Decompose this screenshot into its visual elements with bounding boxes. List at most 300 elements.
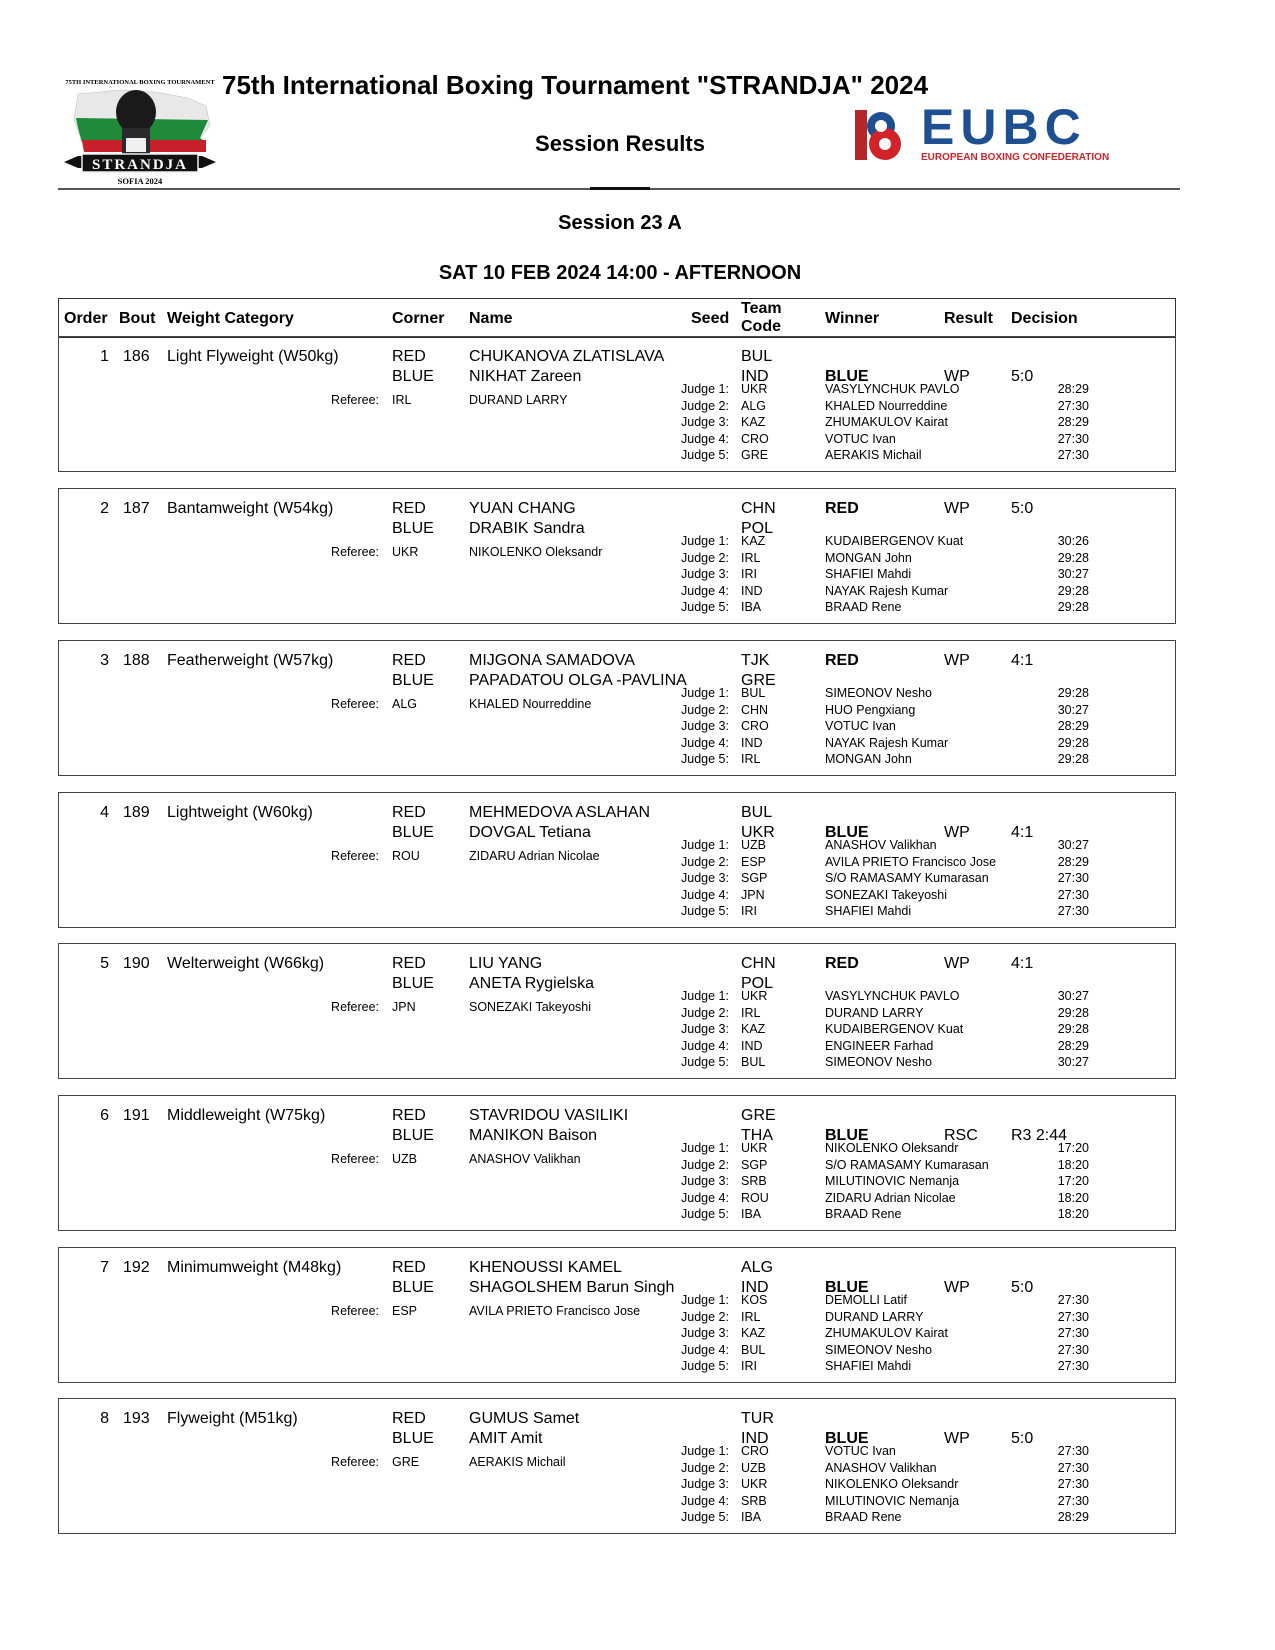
judge-country: IBA	[741, 600, 762, 614]
referee-country: GRE	[392, 1455, 420, 1469]
col-corner: Corner	[392, 310, 445, 327]
referee-name: ZIDARU Adrian Nicolae	[469, 849, 600, 863]
referee-country: ROU	[392, 849, 420, 863]
judge-score: 27:30	[1057, 904, 1089, 918]
col-weight-category: Weight Category	[167, 310, 294, 327]
judge-score: 27:30	[1057, 1477, 1089, 1491]
judge-country: UKR	[741, 989, 768, 1003]
winner: BLUE	[825, 1127, 869, 1144]
judge-name: AERAKIS Michail	[825, 448, 922, 462]
judge-name: S/O RAMASAMY Kumarasan	[825, 1157, 989, 1172]
blue-team-code: IND	[741, 1430, 769, 1447]
judge-score: 18:20	[1057, 1207, 1089, 1221]
judge-country: SGP	[741, 871, 768, 885]
judge-name: BRAAD Rene	[825, 1207, 902, 1221]
judge-score: 27:30	[1057, 1326, 1089, 1340]
blue-corner-label: BLUE	[392, 1430, 434, 1447]
judge-country: CRO	[741, 719, 769, 733]
red-team-code: CHN	[741, 955, 776, 972]
judge-label: Judge 1:	[681, 382, 729, 396]
decision: 4:1	[1011, 652, 1034, 669]
col-seed: Seed	[691, 310, 730, 327]
session-datetime: SAT 10 FEB 2024 14:00 - AFTERNOON	[438, 262, 802, 284]
judge-label: Judge 3:	[681, 719, 729, 733]
eubc-logo	[855, 108, 1185, 170]
judge-country: BUL	[741, 686, 766, 700]
judge-score: 29:28	[1057, 1022, 1089, 1036]
weight-category: Welterweight (W66kg)	[167, 955, 325, 972]
bout-order: 1	[100, 348, 109, 365]
red-team-code: BUL	[741, 348, 773, 365]
judge-score: 28:29	[1057, 719, 1089, 733]
decision: 5:0	[1011, 368, 1034, 385]
judge-label: Judge 1:	[681, 838, 729, 852]
judge-label: Judge 5:	[681, 1055, 729, 1069]
blue-corner-label: BLUE	[392, 520, 434, 537]
judge-country: IRL	[741, 550, 761, 565]
referee-label: Referee:	[331, 1455, 379, 1469]
judge-name: MILUTINOVIC Nemanja	[825, 1174, 960, 1188]
red-corner-label: RED	[392, 955, 426, 972]
blue-team-code: UKR	[741, 824, 775, 841]
weight-category: Minimumweight (M48kg)	[167, 1259, 342, 1276]
judge-name: AVILA PRIETO Francisco Jose	[825, 854, 997, 869]
bout-card	[58, 792, 1176, 928]
bout-card	[58, 943, 1176, 1079]
judge-name: ZIDARU Adrian Nicolae	[825, 1190, 956, 1205]
red-team-code: TUR	[741, 1410, 774, 1427]
red-boxer-name: STAVRIDOU VASILIKI	[469, 1107, 629, 1124]
judge-name: DEMOLLI Latif	[825, 1293, 907, 1307]
judge-name: KHALED Nourreddine	[825, 398, 948, 413]
judge-name: HUO Pengxiang	[825, 702, 916, 717]
judge-score: 29:28	[1057, 550, 1089, 565]
red-team-code: BUL	[741, 804, 773, 821]
judge-label: Judge 4:	[681, 1493, 729, 1508]
red-team-code: GRE	[741, 1107, 776, 1124]
judge-country: SRB	[741, 1174, 767, 1188]
bout-number: 188	[123, 652, 150, 669]
judge-name: KUDAIBERGENOV Kuat	[825, 1022, 964, 1036]
result: WP	[944, 955, 970, 972]
red-boxer-name: MIJGONA SAMADOVA	[469, 652, 635, 669]
judge-label: Judge 5:	[681, 600, 729, 614]
judge-name: DURAND LARRY	[825, 1309, 924, 1324]
logo-banner-text: STRANDJA	[91, 157, 189, 173]
blue-team-code: GRE	[741, 672, 776, 689]
decision: R3 2:44	[1011, 1127, 1068, 1144]
judge-name: VASYLYNCHUK PAVLO	[825, 989, 960, 1003]
judge-country: UKR	[741, 382, 768, 396]
judge-label: Judge 5:	[681, 1207, 729, 1221]
winner: BLUE	[825, 368, 869, 385]
judge-country: ESP	[741, 854, 767, 869]
blue-team-code: POL	[741, 520, 774, 537]
judge-country: KAZ	[741, 1326, 766, 1340]
result: RSC	[944, 1127, 978, 1144]
judge-label: Judge 1:	[681, 1444, 729, 1458]
judge-name: SHAFIEI Mahdi	[825, 567, 912, 581]
judge-name: ZHUMAKULOV Kairat	[825, 415, 948, 429]
weight-category: Featherweight (W57kg)	[167, 652, 334, 669]
judge-score: 17:20	[1057, 1174, 1089, 1188]
judge-country: UZB	[741, 838, 766, 852]
judge-name: KUDAIBERGENOV Kuat	[825, 534, 964, 548]
blue-boxer-name: NIKHAT Zareen	[469, 368, 582, 385]
col-team-code	[741, 300, 782, 336]
judge-country: GRE	[741, 448, 769, 462]
judge-country: IRI	[741, 1359, 757, 1373]
judge-label: Judge 5:	[681, 752, 729, 766]
result: WP	[944, 1430, 970, 1447]
blue-corner-label: BLUE	[392, 1127, 434, 1144]
judge-score: 27:30	[1057, 1460, 1089, 1475]
bout-order: 6	[100, 1107, 109, 1124]
blue-team-code: IND	[741, 1279, 769, 1296]
judge-name: MONGAN John	[825, 550, 912, 565]
judge-label: Judge 3:	[681, 1022, 729, 1036]
judge-score: 27:30	[1057, 1309, 1089, 1324]
bout-card	[58, 640, 1176, 776]
judge-name: NAYAK Rajesh Kumar	[825, 735, 949, 750]
judge-score: 29:28	[1057, 600, 1089, 614]
red-team-code: ALG	[741, 1259, 774, 1276]
judge-label: Judge 2:	[681, 1309, 729, 1324]
blue-corner-label: BLUE	[392, 672, 434, 689]
judge-label: Judge 1:	[681, 686, 729, 700]
result: WP	[944, 1279, 970, 1296]
blue-boxer-name: PAPADATOU OLGA -PAVLINA	[469, 672, 687, 689]
judge-label: Judge 2:	[681, 398, 729, 413]
judge-label: Judge 1:	[681, 989, 729, 1003]
logo-top-text: 75TH INTERNATIONAL BOXING TOURNAMENT	[65, 79, 215, 86]
winner: BLUE	[825, 1279, 869, 1296]
judge-label: Judge 4:	[681, 735, 729, 750]
bout-order: 8	[100, 1410, 109, 1427]
judge-score: 29:28	[1057, 752, 1089, 766]
judge-country: IRI	[741, 904, 757, 918]
red-corner-label: RED	[392, 348, 426, 365]
judge-name: ANASHOV Valikhan	[825, 838, 937, 852]
page-subtitle: Session Results	[535, 131, 705, 156]
judge-country: KAZ	[741, 534, 766, 548]
red-corner-label: RED	[392, 1259, 426, 1276]
red-boxer-name: LIU YANG	[469, 955, 543, 972]
judge-country: ROU	[741, 1190, 769, 1205]
judge-label: Judge 1:	[681, 1293, 729, 1307]
referee-country: ALG	[392, 697, 418, 711]
judge-score: 29:28	[1057, 583, 1089, 598]
bout-card	[58, 488, 1176, 624]
judge-label: Judge 3:	[681, 415, 729, 429]
judge-score: 29:28	[1057, 735, 1089, 750]
judge-name: SIMEONOV Nesho	[825, 686, 932, 700]
winner: RED	[825, 500, 859, 517]
judge-score: 30:27	[1057, 989, 1089, 1003]
referee-label: Referee:	[331, 849, 379, 863]
eubc-wordmark: EUBC	[921, 108, 1087, 155]
judge-label: Judge 4:	[681, 583, 729, 598]
judge-label: Judge 2:	[681, 702, 729, 717]
judge-label: Judge 1:	[681, 1141, 729, 1155]
judge-label: Judge 1:	[681, 534, 729, 548]
judge-score: 27:30	[1057, 871, 1089, 885]
judge-score: 27:30	[1057, 887, 1089, 902]
judge-country: IND	[741, 735, 763, 750]
judge-name: VOTUC Ivan	[825, 719, 896, 733]
decision: 5:0	[1011, 1430, 1034, 1447]
referee-country: IRL	[392, 393, 412, 407]
judge-name: VOTUC Ivan	[825, 431, 896, 446]
judge-label: Judge 4:	[681, 431, 729, 446]
decision: 5:0	[1011, 1279, 1034, 1296]
bout-card	[58, 1095, 1176, 1231]
decision: 4:1	[1011, 955, 1034, 972]
judge-name: NIKOLENKO Oleksandr	[825, 1141, 959, 1155]
col-team-code-line1: Team	[741, 300, 782, 317]
judge-label: Judge 4:	[681, 1342, 729, 1357]
judge-country: KOS	[741, 1293, 768, 1307]
judge-score: 17:20	[1057, 1141, 1089, 1155]
judge-name: SIMEONOV Nesho	[825, 1342, 932, 1357]
judge-label: Judge 3:	[681, 1326, 729, 1340]
blue-corner-label: BLUE	[392, 368, 434, 385]
referee-label: Referee:	[331, 1152, 379, 1166]
blue-team-code: IND	[741, 368, 769, 385]
judge-name: DURAND LARRY	[825, 1005, 924, 1020]
judge-name: VASYLYNCHUK PAVLO	[825, 382, 960, 396]
judge-label: Judge 4:	[681, 887, 729, 902]
blue-boxer-name: MANIKON Baison	[469, 1127, 598, 1144]
red-corner-label: RED	[392, 1107, 426, 1124]
bout-number: 190	[123, 955, 150, 972]
judge-score: 27:30	[1057, 448, 1089, 462]
judge-country: IRL	[741, 752, 761, 766]
judge-label: Judge 2:	[681, 1460, 729, 1475]
judge-name: ANASHOV Valikhan	[825, 1460, 937, 1475]
judge-country: IBA	[741, 1207, 762, 1221]
judge-country: BUL	[741, 1055, 766, 1069]
judge-score: 27:30	[1057, 1359, 1089, 1373]
bout-order: 5	[100, 955, 109, 972]
col-decision: Decision	[1011, 310, 1078, 327]
blue-corner-label: BLUE	[392, 975, 434, 992]
session-label: Session 23 A	[558, 212, 682, 234]
referee-label: Referee:	[331, 545, 379, 559]
judge-name: SHAFIEI Mahdi	[825, 1359, 912, 1373]
judge-label: Judge 4:	[681, 1190, 729, 1205]
judge-score: 30:27	[1057, 838, 1089, 852]
header-divider-accent	[590, 187, 650, 190]
judge-label: Judge 3:	[681, 1477, 729, 1491]
blue-corner-label: BLUE	[392, 1279, 434, 1296]
result: WP	[944, 652, 970, 669]
judge-country: SGP	[741, 1157, 768, 1172]
judge-name: BRAAD Rene	[825, 600, 902, 614]
result: WP	[944, 824, 970, 841]
judge-country: BUL	[741, 1342, 766, 1357]
red-boxer-name: CHUKANOVA ZLATISLAVA	[469, 348, 665, 365]
col-result: Result	[944, 310, 993, 327]
judge-country: UZB	[741, 1460, 766, 1475]
judge-score: 27:30	[1057, 1493, 1089, 1508]
red-corner-label: RED	[392, 652, 426, 669]
weight-category: Flyweight (M51kg)	[167, 1410, 298, 1427]
judge-country: KAZ	[741, 1022, 766, 1036]
weight-category: Lightweight (W60kg)	[167, 804, 313, 821]
judge-country: KAZ	[741, 415, 766, 429]
judge-score: 30:27	[1057, 567, 1089, 581]
red-team-code: TJK	[741, 652, 770, 669]
judge-country: IBA	[741, 1510, 762, 1524]
judge-label: Judge 2:	[681, 550, 729, 565]
judge-label: Judge 3:	[681, 567, 729, 581]
bout-card	[58, 336, 1176, 472]
bout-order: 3	[100, 652, 109, 669]
col-order: Order	[64, 310, 108, 327]
judge-label: Judge 4:	[681, 1038, 729, 1053]
judge-label: Judge 3:	[681, 871, 729, 885]
judge-name: MILUTINOVIC Nemanja	[825, 1493, 960, 1508]
referee-name: NIKOLENKO Oleksandr	[469, 545, 603, 559]
bout-order: 2	[100, 500, 109, 517]
judge-country: CRO	[741, 431, 769, 446]
judge-score: 28:29	[1057, 854, 1089, 869]
red-boxer-name: KHENOUSSI KAMEL	[469, 1259, 622, 1276]
red-boxer-name: GUMUS Samet	[469, 1410, 580, 1427]
judge-score: 28:29	[1057, 1510, 1089, 1524]
red-corner-label: RED	[392, 1410, 426, 1427]
judge-country: UKR	[741, 1477, 768, 1491]
decision: 4:1	[1011, 824, 1034, 841]
judge-name: SONEZAKI Takeyoshi	[825, 887, 948, 902]
judge-score: 30:27	[1057, 702, 1089, 717]
judge-score: 27:30	[1057, 398, 1089, 413]
winner: BLUE	[825, 824, 869, 841]
judge-name: ZHUMAKULOV Kairat	[825, 1326, 948, 1340]
judge-country: JPN	[741, 887, 765, 902]
judge-country: IRL	[741, 1005, 761, 1020]
judge-country: IND	[741, 583, 763, 598]
bout-card	[58, 1398, 1176, 1534]
col-bout: Bout	[119, 310, 156, 327]
winner: RED	[825, 955, 859, 972]
blue-boxer-name: DOVGAL Tetiana	[469, 824, 591, 841]
judge-score: 27:30	[1057, 1342, 1089, 1357]
blue-team-code: POL	[741, 975, 774, 992]
judge-name: SIMEONOV Nesho	[825, 1055, 932, 1069]
referee-name: AVILA PRIETO Francisco Jose	[469, 1304, 641, 1318]
bout-number: 192	[123, 1259, 150, 1276]
page-title: 75th International Boxing Tournament "STRANDJA" 2024	[222, 70, 929, 100]
judge-score: 27:30	[1057, 1444, 1089, 1458]
blue-boxer-name: ANETA Rygielska	[469, 975, 595, 992]
referee-name: ANASHOV Valikhan	[469, 1152, 581, 1166]
winner: BLUE	[825, 1430, 869, 1447]
judge-score: 27:30	[1057, 1293, 1089, 1307]
referee-name: SONEZAKI Takeyoshi	[469, 1000, 592, 1014]
judge-label: Judge 3:	[681, 1174, 729, 1188]
judge-score: 28:29	[1057, 415, 1089, 429]
judge-name: BRAAD Rene	[825, 1510, 902, 1524]
red-corner-label: RED	[392, 804, 426, 821]
blue-corner-label: BLUE	[392, 824, 434, 841]
result: WP	[944, 368, 970, 385]
judge-label: Judge 5:	[681, 1359, 729, 1373]
referee-label: Referee:	[331, 697, 379, 711]
judge-score: 29:28	[1057, 1005, 1089, 1020]
bout-number: 189	[123, 804, 150, 821]
results-column-header	[58, 298, 1176, 338]
judge-label: Judge 2:	[681, 1157, 729, 1172]
eubc-tagline: EUROPEAN BOXING CONFEDERATION	[921, 152, 1110, 163]
judge-score: 29:28	[1057, 686, 1089, 700]
judge-name: MONGAN John	[825, 752, 912, 766]
referee-country: JPN	[392, 1000, 416, 1014]
col-name: Name	[469, 310, 513, 327]
strandja-logo	[60, 76, 220, 188]
bout-order: 7	[100, 1259, 109, 1276]
red-corner-label: RED	[392, 500, 426, 517]
bout-order: 4	[100, 804, 109, 821]
judge-score: 18:20	[1057, 1190, 1089, 1205]
col-team-code-line2: Code	[741, 318, 781, 335]
referee-label: Referee:	[331, 1304, 379, 1318]
judge-score: 18:20	[1057, 1157, 1089, 1172]
judge-name: NIKOLENKO Oleksandr	[825, 1477, 959, 1491]
judge-score: 28:29	[1057, 382, 1089, 396]
red-boxer-name: MEHMEDOVA ASLAHAN	[469, 804, 651, 821]
weight-category: Light Flyweight (W50kg)	[167, 348, 339, 365]
bout-card	[58, 1247, 1176, 1383]
referee-name: KHALED Nourreddine	[469, 697, 592, 711]
blue-boxer-name: DRABIK Sandra	[469, 520, 585, 537]
judge-country: SRB	[741, 1493, 767, 1508]
decision: 5:0	[1011, 500, 1034, 517]
bout-number: 193	[123, 1410, 150, 1427]
judge-label: Judge 5:	[681, 1510, 729, 1524]
weight-category: Bantamweight (W54kg)	[167, 500, 334, 517]
judge-country: UKR	[741, 1141, 768, 1155]
judge-name: ENGINEER Farhad	[825, 1038, 934, 1053]
weight-category: Middleweight (W75kg)	[167, 1107, 326, 1124]
judge-label: Judge 2:	[681, 1005, 729, 1020]
judge-score: 27:30	[1057, 431, 1089, 446]
blue-boxer-name: SHAGOLSHEM Barun Singh	[469, 1279, 675, 1296]
judge-country: IRI	[741, 567, 757, 581]
bout-number: 187	[123, 500, 150, 517]
red-team-code: CHN	[741, 500, 776, 517]
red-boxer-name: YUAN CHANG	[469, 500, 576, 517]
referee-country: UZB	[392, 1152, 417, 1166]
judge-name: VOTUC Ivan	[825, 1444, 896, 1458]
bout-number: 191	[123, 1107, 150, 1124]
blue-boxer-name: AMIT Amit	[469, 1430, 543, 1447]
judge-country: ALG	[741, 398, 767, 413]
winner: RED	[825, 652, 859, 669]
judge-score: 30:26	[1057, 534, 1089, 548]
referee-label: Referee:	[331, 393, 379, 407]
bout-number: 186	[123, 348, 150, 365]
judge-name: NAYAK Rajesh Kumar	[825, 583, 949, 598]
col-winner: Winner	[825, 310, 880, 327]
judge-label: Judge 5:	[681, 448, 729, 462]
judge-country: IND	[741, 1038, 763, 1053]
judge-country: CHN	[741, 702, 769, 717]
referee-label: Referee:	[331, 1000, 379, 1014]
judge-country: IRL	[741, 1309, 761, 1324]
result: WP	[944, 500, 970, 517]
